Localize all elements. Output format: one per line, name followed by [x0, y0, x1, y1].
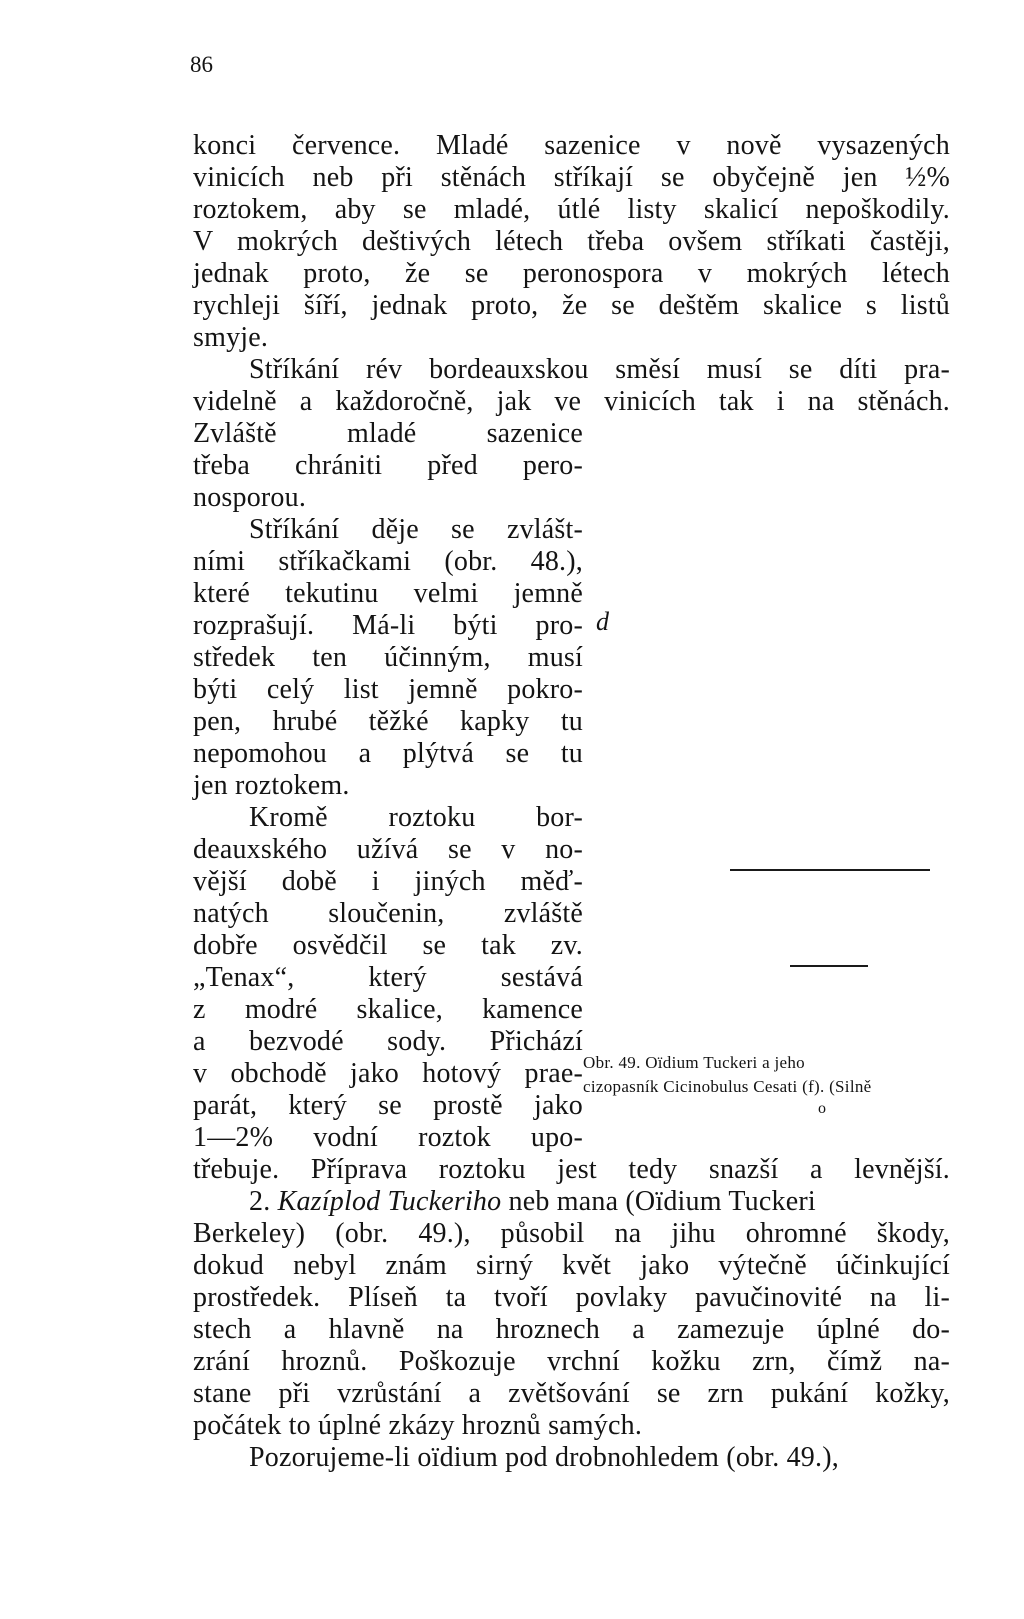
text-line: videlně a každoročně, jak ve vinicích tak i na stěnách. [193, 386, 950, 417]
figure-caption-line-1: Obr. 49. Oïdium Tuckeri a jeho [583, 1053, 805, 1072]
text-line: z modré skalice, kamence [193, 994, 583, 1025]
text-line: a bezvodé sody. Přichází [193, 1026, 583, 1057]
text-line: vější době i jiných měď- [193, 866, 583, 897]
section-heading: Kazíplod Tuckeriho [277, 1186, 502, 1217]
text-line: třebuje. Příprava roztoku jest tedy snazší a levnější. [193, 1154, 950, 1185]
text-line: Berkeley) (obr. 49.), působil na jihu ohromné škody, [193, 1218, 950, 1249]
text-line: počátek to úplné zkázy hroznů samých. [193, 1410, 643, 1441]
text-line: roztokem, aby se mladé, útlé listy skalicí nepoškodily. [193, 194, 950, 225]
text-line [193, 1186, 950, 1218]
text-line: které tekutinu velmi jemně [193, 578, 583, 609]
text-line: Stříkání rév bordeauxskou směsí musí se díti pra- [249, 354, 950, 385]
text-line: dobře osvědčil se tak zv. [193, 930, 583, 961]
text-line: natých sloučenin, zvláště [193, 898, 583, 929]
figure-caption-line-2: cizopasník Cicinobulus Cesati (f). (Silně [583, 1077, 872, 1096]
text-line: smyje. [193, 322, 269, 353]
text-line: středek ten účinným, musí [193, 642, 583, 673]
text-line: stane při vzrůstání a zvětšování se zrn pukání kožky, [193, 1378, 950, 1409]
page-number: 86 [190, 52, 213, 77]
text-line: „Tenax“, který sestává [193, 962, 583, 993]
figure-label-o: o [818, 1100, 826, 1117]
figure-label-d: d [596, 607, 609, 636]
text-line: Pozorujeme-li oïdium pod drobnohledem (obr. 49.), [249, 1442, 839, 1473]
text-line: třeba chrániti před pero- [193, 450, 583, 481]
text-line: jen roztokem. [193, 770, 350, 801]
text-line: parát, který se prostě jako [193, 1090, 583, 1121]
text-line: Stříkání děje se zvlášt- [249, 514, 583, 545]
text-line: v obchodě jako hotový prae- [193, 1058, 583, 1089]
text-line: jednak proto, že se peronospora v mokrých létech [193, 258, 950, 289]
text-line: stech a hlavně na hroznech a zamezuje úplné do- [193, 1314, 950, 1345]
text-line: dokud nebyl znám sirný květ jako výtečně účinkující [193, 1250, 950, 1281]
text-line: rychleji šíří, jednak proto, že se deštěm skalice s listů [193, 290, 950, 321]
text-line: Kromě roztoku bor- [249, 802, 583, 833]
text-line: Zvláště mladé sazenice [193, 418, 583, 449]
text-line: nepomohou a plýtvá se tu [193, 738, 583, 769]
text-line: deauxského užívá se v no- [193, 834, 583, 865]
text-line: zrání hroznů. Poškozuje vrchní kožku zrn, čímž na- [193, 1346, 950, 1377]
section-number: 2. [249, 1186, 278, 1217]
figure-rule [730, 869, 930, 871]
text-line: vinicích neb při stěnách stříkají se obyčejně jen ½% [193, 162, 950, 193]
text-line: V mokrých deštivých létech třeba ovšem stříkati častěji, [193, 226, 950, 257]
text-line: rozprašují. Má-li býti pro- [193, 610, 583, 641]
text-line: ními stříkačkami (obr. 48.), [193, 546, 583, 577]
text-line: nosporou. [193, 482, 307, 513]
section-heading-rest: neb mana (Oïdium Tuckeri [501, 1186, 816, 1217]
text-line: býti celý list jemně pokro- [193, 674, 583, 705]
text-line: prostředek. Plíseň ta tvoří povlaky pavučinovité na li- [193, 1282, 950, 1313]
text-line: konci července. Mladé sazenice v nově vysazených [193, 130, 950, 161]
text-line: pen, hrubé těžké kapky tu [193, 706, 583, 737]
text-line: 1—2% vodní roztok upo- [193, 1122, 583, 1153]
figure-rule [790, 965, 868, 967]
